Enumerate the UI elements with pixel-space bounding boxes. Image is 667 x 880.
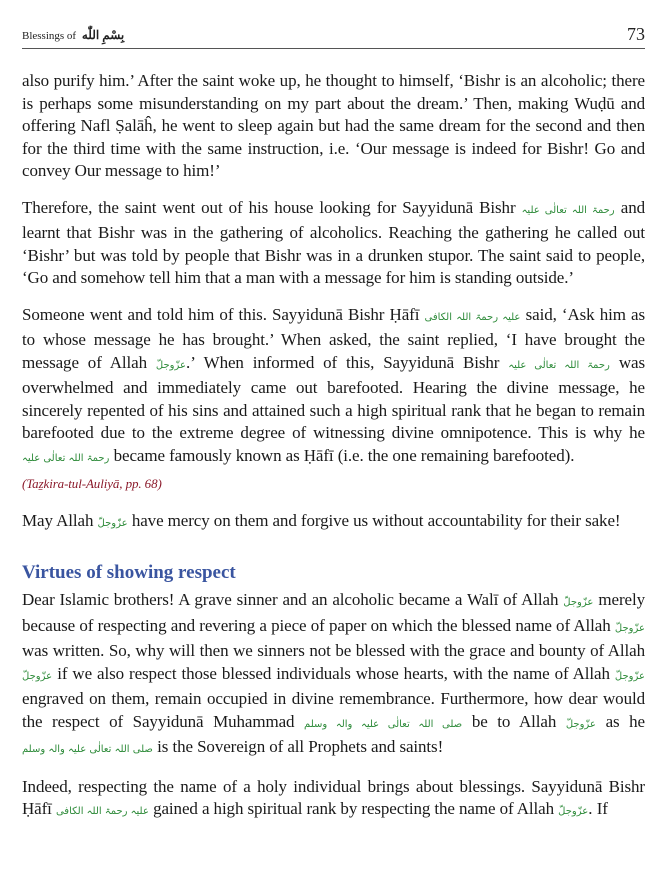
- text: Dear Islamic brothers! A grave sinner and an alcoholic became a Walī of Allah: [22, 590, 564, 609]
- honorific-arabic: عزّوجلّ: [614, 670, 645, 682]
- honorific-arabic: عزّوجلّ: [614, 622, 645, 634]
- honorific-arabic: عزّوجلّ: [563, 597, 594, 608]
- text: engraved on them, remain occupied in divine remembrance. Furthermore, how dear would the respect of Sayyidunā Muhammad: [22, 689, 645, 731]
- section-heading: Virtues of showing respect: [22, 562, 236, 583]
- text: as he: [595, 711, 645, 731]
- running-title-text: Blessings of: [22, 30, 77, 42]
- text: also purify him.’ After the saint woke up, he thought to himself, ‘Bishr is an alcoholic; there is perhaps some misunderstanding on my part about the dream.’ Then, making Wuḍū and offering Nafl Ṣalāĥ, he went to sleep again but had the same dream for the second and then for the third time with the same instruction, i.e. ‘Our message is indeed for Bishr! Go and convey Our message to him!’: [22, 71, 645, 180]
- page-number: 73: [627, 24, 645, 44]
- honorific-arabic: رحمۃ اللہ تعالٰی علیہ: [521, 204, 615, 216]
- honorific-arabic: عزّوجلّ: [22, 670, 53, 682]
- text: have mercy on them and forgive us without accountability for their sake!: [127, 510, 621, 530]
- text: and learnt that Bishr was in the gathering of alcoholics. Reaching the gathering he called out ‘Bishr’ but was told by people that Bishr was in a drunken stupor. The saint said to people, ‘Go and somehow tell him that a man with a message for him is standing outside.’: [22, 197, 646, 287]
- text: merely because of respecting and revering a piece of paper on which the blessed name of Allah: [22, 590, 645, 635]
- paragraph: [22, 510, 645, 536]
- text: .’ When informed of this, Sayyidunā Bishr: [185, 352, 509, 372]
- text: said, ‘Ask him as to whose message he has brought.’ When asked, the saint replied, ‘I have brought the message of Allah: [22, 304, 645, 372]
- honorific-arabic: رحمۃ اللہ تعالٰی علیہ: [508, 359, 610, 371]
- text: was overwhelmed and immediately came out barefooted. Hearing the divine message, he sincerely repented of his sins and attained such a high spiritual rank that he began to remain barefooted due to the extreme degree of witnessing divine omnipotence. This is why he: [22, 352, 645, 442]
- text: . If: [588, 799, 608, 818]
- honorific-arabic: علیہ رحمۃ اللہ الکافی: [424, 311, 521, 323]
- paragraph: [22, 776, 645, 824]
- paragraph: [22, 197, 645, 290]
- honorific-arabic: عزّوجلّ: [558, 806, 589, 817]
- running-title-arabic: بِسْمِ اللّٰه: [81, 28, 125, 42]
- paragraph: [22, 304, 645, 496]
- text: Indeed, respecting the name of a holy individual brings about blessings. Sayyidunā Bishr Ḥāfī: [22, 776, 645, 818]
- text: be to Allah: [462, 711, 566, 731]
- text: is the Sovereign of all Prophets and saints!: [152, 737, 444, 756]
- honorific-arabic: عزّوجلّ: [97, 517, 128, 529]
- text: gained a high spiritual rank by respecting the name of Allah: [148, 799, 559, 818]
- text: if we also respect those blessed individuals whose hearts, with the name of Allah: [52, 663, 615, 683]
- text: became famously known as Ḥāfī (i.e. the one remaining barefooted).: [109, 445, 575, 465]
- text: Therefore, the saint went out of his house looking for Sayyidunā Bishr: [22, 197, 522, 217]
- honorific-arabic: علیہ رحمۃ اللہ الکافی: [55, 806, 149, 817]
- text: May Allah: [22, 510, 98, 530]
- honorific-arabic: صلی اللہ تعالٰی علیہ والہ وسلم: [22, 744, 153, 755]
- honorific-arabic: رحمۃ اللہ تعالٰی علیہ: [22, 452, 110, 464]
- honorific-arabic: صلی اللہ تعالٰی علیہ والہ وسلم: [304, 718, 463, 730]
- honorific-arabic: عزّوجلّ: [155, 359, 186, 371]
- paragraph: [22, 70, 645, 183]
- honorific-arabic: عزّوجلّ: [565, 718, 596, 730]
- text: was written. So, why will then we sinners not be blessed with the grace and bounty of Allah: [22, 641, 645, 660]
- paragraph: [22, 589, 645, 762]
- citation: (Taẕkira-tul-Auliyā, pp. 68): [22, 476, 162, 491]
- page-header: [22, 22, 645, 49]
- page-body: [22, 70, 645, 838]
- text: Someone went and told him of this. Sayyidunā Bishr Ḥāfī: [22, 304, 425, 324]
- running-title: [22, 28, 124, 43]
